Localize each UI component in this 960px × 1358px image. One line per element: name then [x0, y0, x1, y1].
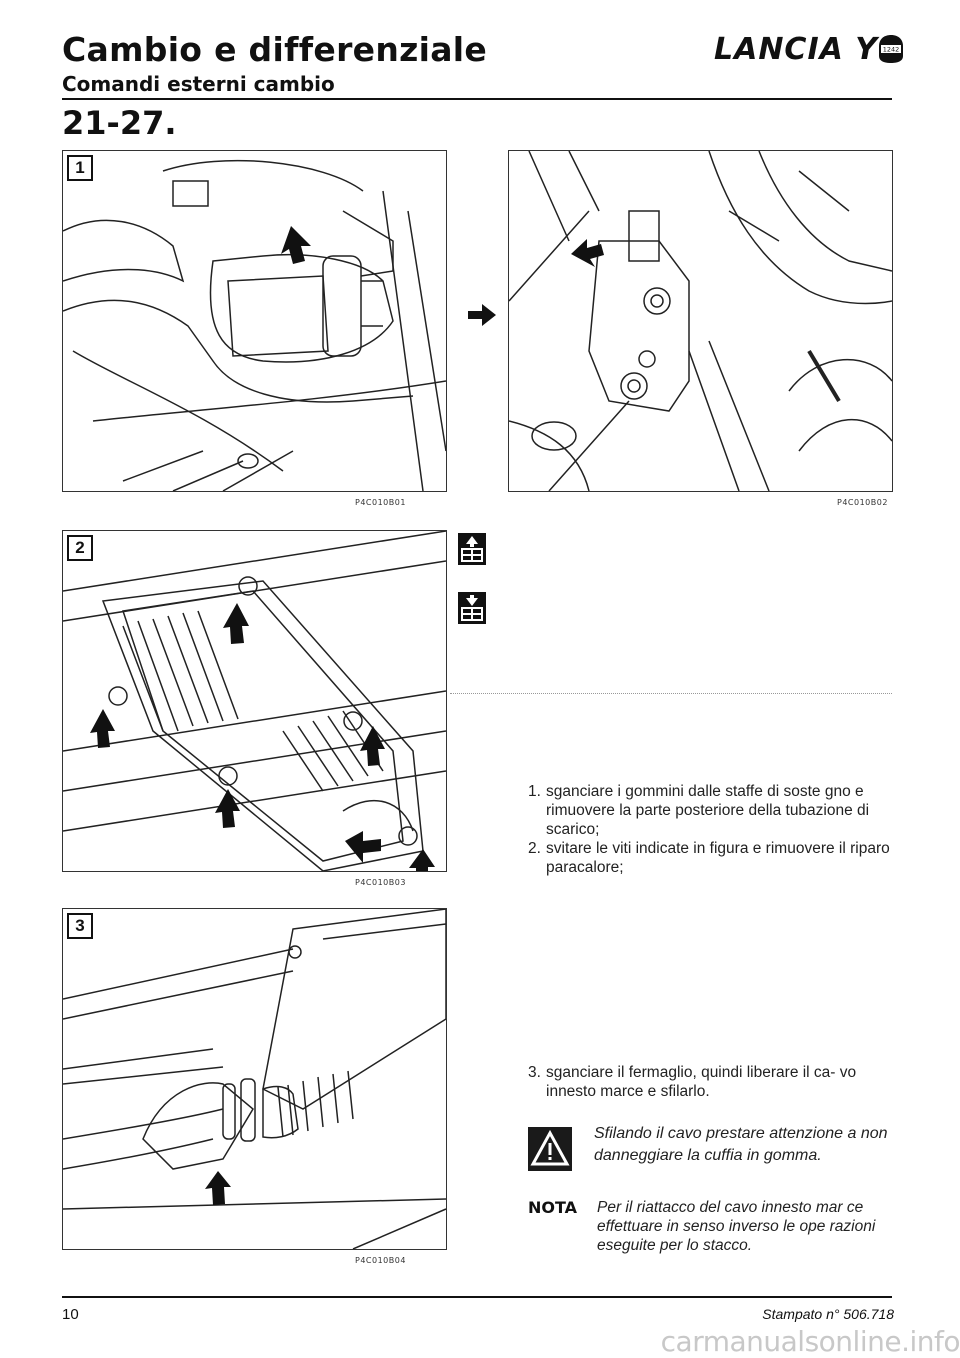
brand-badge-icon: [878, 34, 904, 64]
figure-1-label: 1: [67, 155, 93, 181]
note-label: NOTA: [528, 1198, 578, 1217]
watermark: carmanualsonline.info: [660, 1325, 960, 1358]
warning-triangle-icon: [528, 1127, 572, 1171]
figure-2-drawing: [63, 531, 446, 871]
figure-2-caption: P4C010B03: [355, 878, 406, 887]
remove-up-icon: [458, 533, 486, 565]
step-text: sganciare i gommini dalle staffe di soste gno e rimuovere la parte posteriore della tubazione di scarico;: [546, 783, 870, 838]
step-number: 2.: [528, 840, 541, 857]
instruction-steps: [528, 782, 898, 877]
note-text: Per il riattacco del cavo innesto mar ce effettuare in senso inverso le ope razioni eseguite per lo stacco.: [597, 1199, 876, 1254]
header-rule: [62, 98, 892, 100]
warning-text: Sfilando il cavo prestare attenzione a non danneggiare la cuffia in gomma.: [594, 1125, 888, 1164]
page-number: 10: [62, 1306, 79, 1323]
section-divider: [450, 693, 892, 694]
figure-3-caption: P4C010B04: [355, 1256, 406, 1265]
remove-down-icon: [458, 592, 486, 624]
step-3: [528, 1063, 898, 1101]
figure-2: [62, 530, 447, 872]
figure-1b-drawing: [509, 151, 892, 491]
figure-3: [62, 908, 447, 1250]
printed-code: Stampato n° 506.718: [762, 1306, 894, 1322]
figure-3-label: 3: [67, 913, 93, 939]
step-text: sganciare il fermaglio, quindi liberare il ca- vo innesto marce e sfilarlo.: [546, 1064, 857, 1100]
figure-2-label: 2: [67, 535, 93, 561]
figure-3-drawing: [63, 909, 446, 1249]
figure-1b-caption: P4C010B02: [837, 498, 888, 507]
sequence-arrow-icon: [468, 304, 496, 326]
step-number: 1.: [528, 783, 541, 800]
step-1: [528, 782, 898, 839]
figure-1-caption: P4C010B01: [355, 498, 406, 507]
brand-logo-text: LANCIA Y: [713, 32, 878, 67]
figure-1-drawing: [63, 151, 446, 491]
page-subtitle: Comandi esterni cambio: [62, 72, 335, 96]
step-number: 3.: [528, 1064, 541, 1081]
figure-1b: [508, 150, 893, 492]
step-text: svitare le viti indicate in figura e rimuovere il riparo paracalore;: [546, 840, 890, 876]
step-2: [528, 839, 898, 877]
footer-rule: [62, 1296, 892, 1298]
figure-1: [62, 150, 447, 492]
svg-text:1242: 1242: [882, 45, 900, 54]
page-title: Cambio e differenziale: [62, 30, 488, 69]
section-number: 21-27.: [62, 104, 177, 142]
